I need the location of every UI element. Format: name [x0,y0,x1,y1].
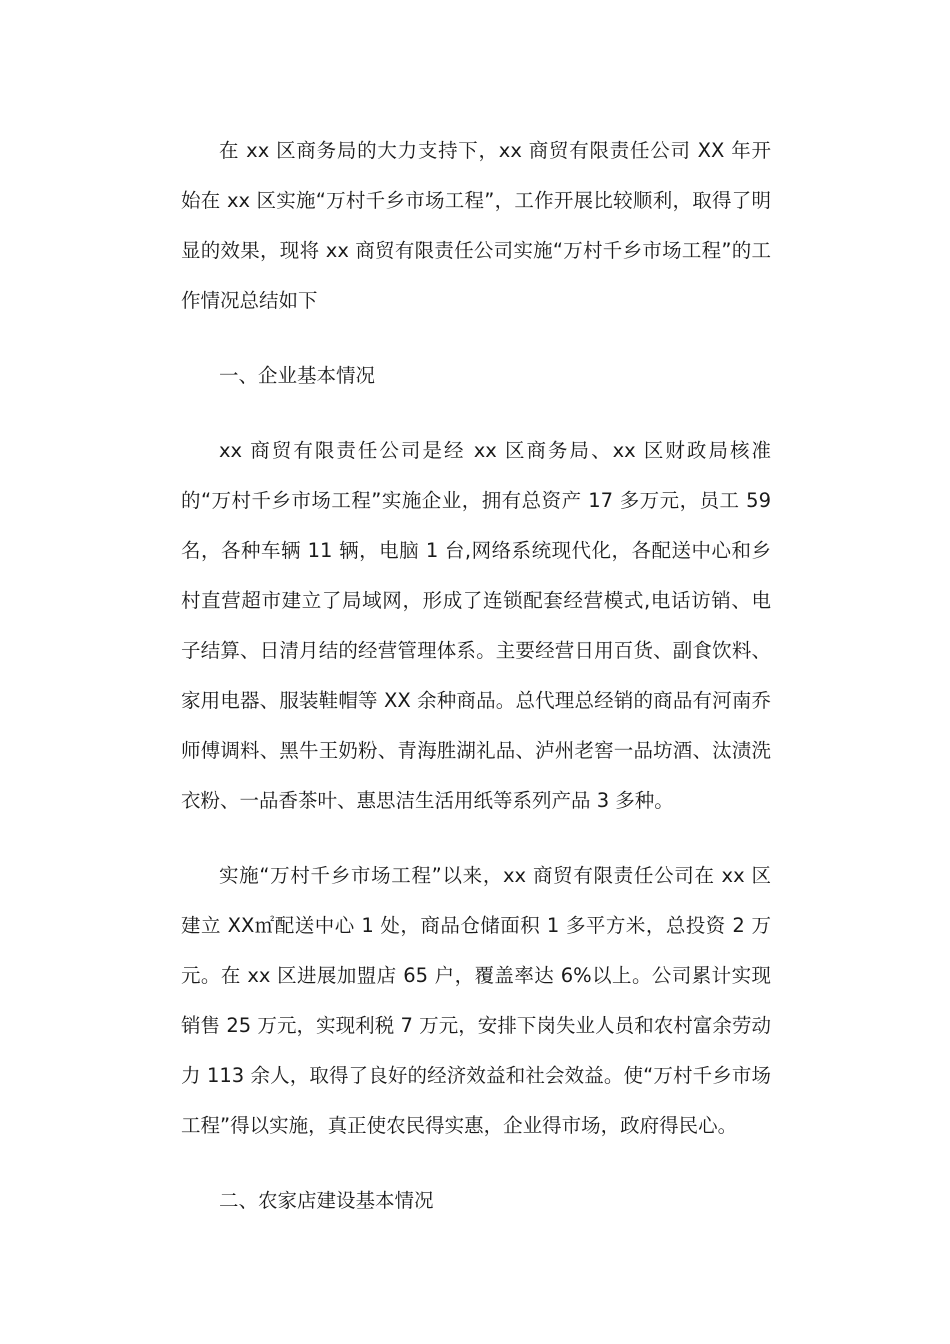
implementation-results-paragraph: 实施“万村千乡市场工程”以来，xx 商贸有限责任公司在 xx 区建立 XX㎡配送中心 1 处，商品仓储面积 1 多平方米，总投资 2 万元。在 xx 区进展加盟店 65 户，覆盖率达 6%以上。公司累计实现销售 25 万元，实现利税 7 万元，安排下岗失业人员和农村富余劳动力 113 余人，取得了良好的经济效益和社会效益。使“万村千乡市场工程”得以实施，真正使农民得实惠，企业得市场，政府得民心。 [181,864,771,1137]
section-heading-1: 一、企业基本情况 [219,364,376,387]
company-overview-paragraph: xx 商贸有限责任公司是经 xx 区商务局、xx 区财政局核准的“万村千乡市场工程”实施企业，拥有总资产 17 多万元，员工 59 名，各种车辆 11 辆，电脑 1 台,网络系统现代化，各配送中心和乡村直营超市建立了局域网，形成了连锁配套经营模式,电话访销、电子结算、日清月结的经营管理体系。主要经营日用百货、副食饮料、家用电器、服装鞋帽等 XX 余种商品。总代理总经销的商品有河南乔师傅调料、黑牛王奶粉、青海胜湖礼品、泸州老窖一品坊酒、汰渍洗衣粉、一品香茶叶、惠思洁生活用纸等系列产品 3 多种。 [181,439,771,812]
document-body [181,126,771,1226]
intro-paragraph: 在 xx 区商务局的大力支持下，xx 商贸有限责任公司 XX 年开始在 xx 区实施“万村千乡市场工程”，工作开展比较顺利，取得了明显的效果，现将 xx 商贸有限责任公司实施“万村千乡市场工程”的工作情况总结如下 [181,139,771,312]
section-heading-2: 二、农家店建设基本情况 [219,1189,434,1212]
